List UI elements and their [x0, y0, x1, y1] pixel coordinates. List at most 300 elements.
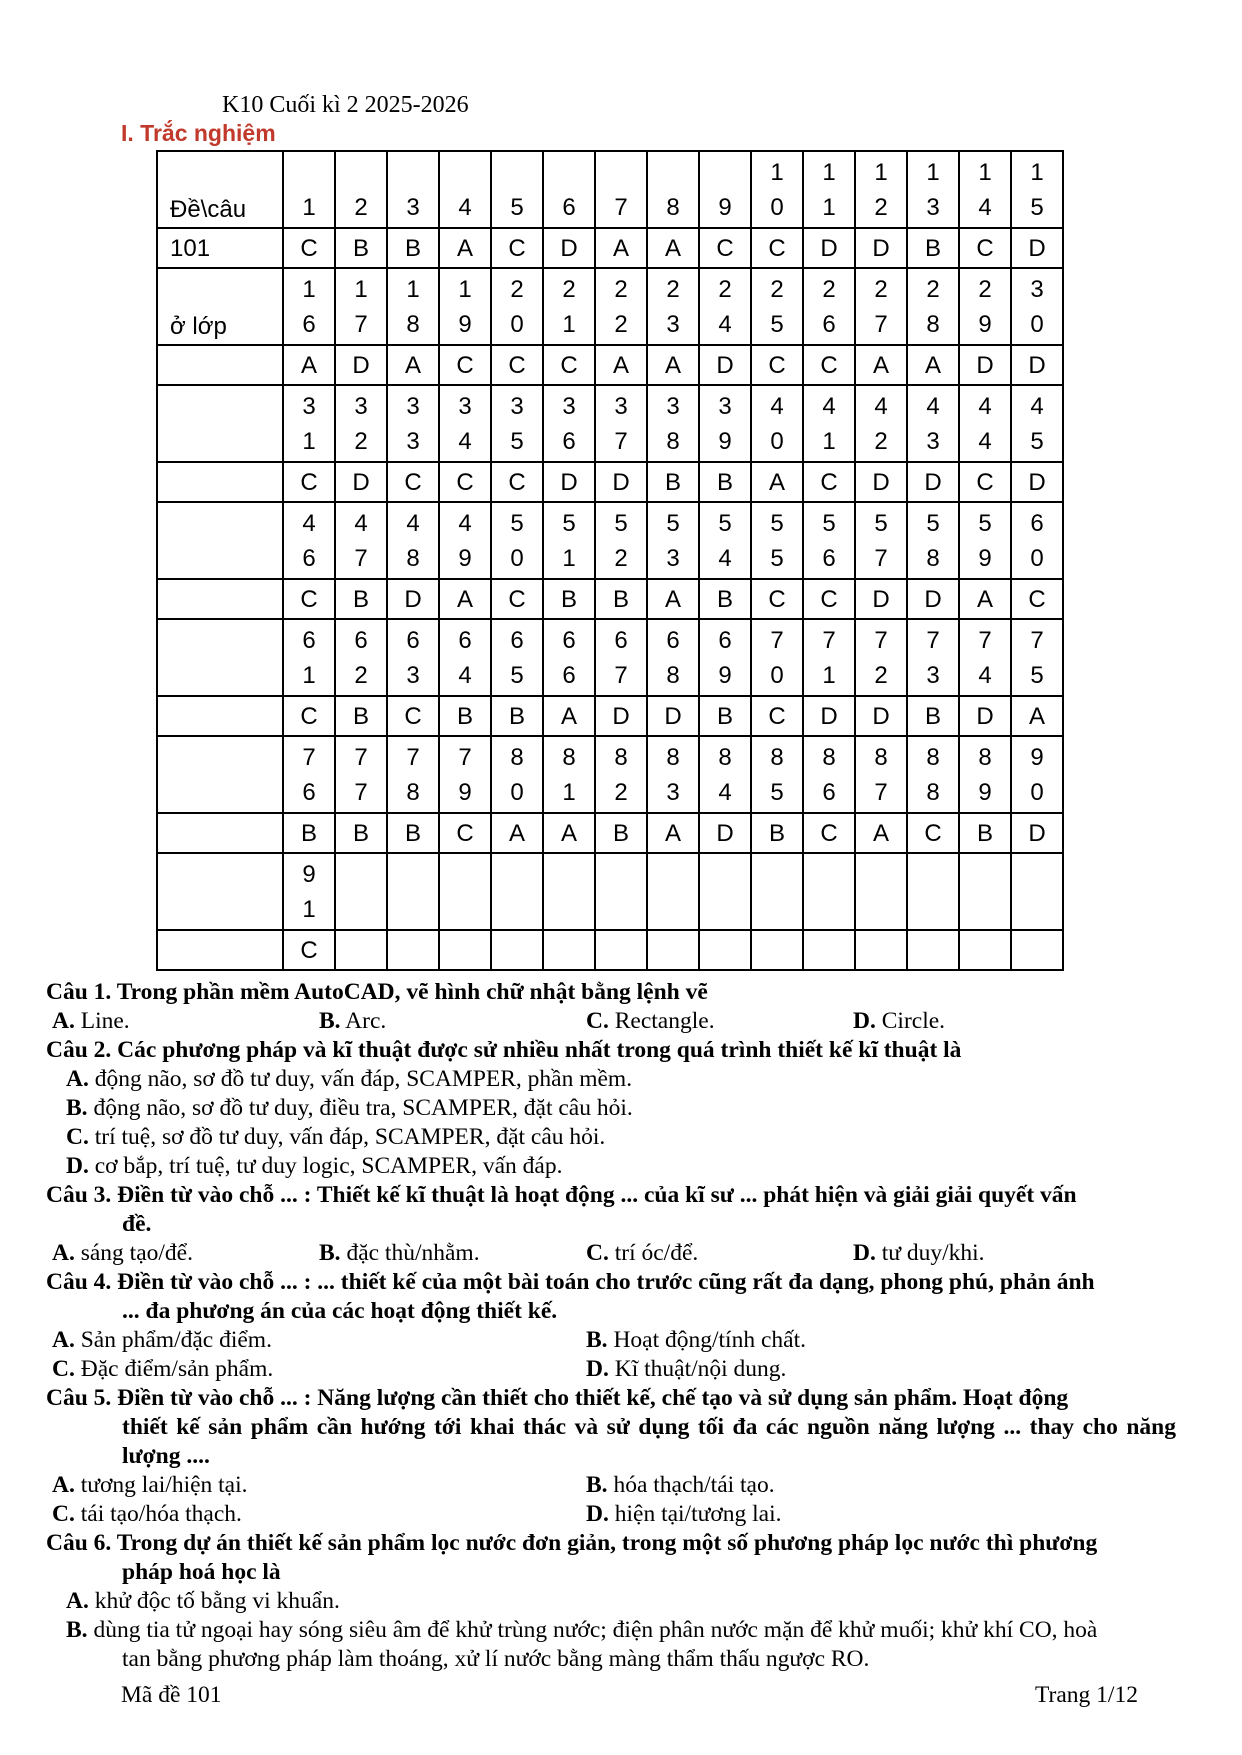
- answer-cell: A: [751, 462, 803, 502]
- digit: 5: [718, 509, 732, 537]
- digit: [752, 892, 802, 927]
- answer-cell: B: [491, 696, 543, 736]
- option-text: động não, sơ đồ tư duy, vấn đáp, SCAMPER, phần mềm.: [94, 1066, 633, 1092]
- digit: 5: [562, 509, 576, 537]
- digit: 5: [926, 509, 940, 537]
- question-number-cell: [699, 853, 751, 930]
- question-number-cell: [439, 853, 491, 930]
- digit: 2: [354, 193, 368, 221]
- answer-cell: C: [751, 345, 803, 385]
- option: [586, 1500, 1120, 1529]
- option: [52, 1500, 586, 1529]
- answer-cell: [855, 930, 907, 970]
- digit: 7: [614, 661, 628, 689]
- answer-cell: A: [647, 345, 699, 385]
- digit: 7: [874, 544, 888, 572]
- option-letter: C.: [52, 1356, 75, 1382]
- option-text: Sản phẩm/đặc điểm.: [80, 1327, 272, 1353]
- row-label: [157, 853, 283, 930]
- digit: 3: [406, 661, 420, 689]
- digit: 8: [926, 743, 940, 771]
- question-number-cell: [647, 736, 699, 813]
- answer-cell: B: [335, 696, 387, 736]
- digit: 9: [458, 778, 472, 806]
- answer-cell: A: [283, 345, 335, 385]
- digit: 1: [302, 427, 316, 455]
- option-text: Line.: [80, 1008, 130, 1034]
- question-number-cell: [959, 151, 1011, 228]
- digit: 1: [302, 661, 316, 689]
- option-letter: B.: [586, 1327, 608, 1353]
- digit: 0: [770, 427, 784, 455]
- option-list: [46, 1471, 1176, 1529]
- answer-cell: B: [335, 579, 387, 619]
- answer-cell: A: [387, 345, 439, 385]
- digit: 3: [718, 392, 732, 420]
- digit: 8: [614, 743, 628, 771]
- answer-cell: D: [803, 228, 855, 268]
- digit: 8: [978, 743, 992, 771]
- digit: 6: [718, 626, 732, 654]
- answer-cell: A: [543, 696, 595, 736]
- question-number-cell: [439, 385, 491, 462]
- question-number-cell: [543, 268, 595, 345]
- option-letter: A.: [52, 1327, 75, 1353]
- digit: 5: [770, 544, 784, 572]
- question-number-cell: [283, 619, 335, 696]
- digit: 7: [926, 626, 940, 654]
- question-number-row: [157, 151, 1063, 228]
- answer-row: [157, 696, 1063, 736]
- digit: 8: [666, 743, 680, 771]
- digit: [648, 857, 698, 892]
- answer-cell: B: [335, 813, 387, 853]
- option: [46, 1123, 1176, 1152]
- question-number-cell: [387, 502, 439, 579]
- answer-cell: C: [751, 228, 803, 268]
- question-number-cell: [803, 385, 855, 462]
- digit: [388, 857, 438, 892]
- digit: 0: [770, 193, 784, 221]
- digit: 2: [614, 310, 628, 338]
- digit: 7: [978, 626, 992, 654]
- answer-cell: A: [647, 813, 699, 853]
- question-number-cell: [907, 385, 959, 462]
- answer-cell: B: [699, 696, 751, 736]
- digit: 7: [770, 626, 784, 654]
- digit: 5: [978, 509, 992, 537]
- digit: 1: [822, 193, 836, 221]
- answer-cell: C: [803, 813, 855, 853]
- answer-cell: A: [855, 345, 907, 385]
- option-letter: C.: [586, 1008, 609, 1034]
- question-stem: [46, 1268, 1176, 1326]
- option: [319, 1239, 586, 1268]
- question-number-cell: [543, 619, 595, 696]
- digit: 4: [354, 509, 368, 537]
- answer-cell: C: [283, 579, 335, 619]
- row-label: [157, 462, 283, 502]
- question-number-cell: [751, 853, 803, 930]
- answer-cell: C: [803, 462, 855, 502]
- question-number-cell: [595, 853, 647, 930]
- digit: 6: [1030, 509, 1044, 537]
- question-number-cell: [491, 268, 543, 345]
- option-letter: D.: [586, 1356, 609, 1382]
- option-text: cơ bắp, trí tuệ, tư duy logic, SCAMPER, vấn đáp.: [94, 1153, 563, 1179]
- digit: 2: [926, 275, 940, 303]
- question-number-cell: [699, 619, 751, 696]
- digit: 6: [666, 626, 680, 654]
- option-letter: D.: [853, 1240, 876, 1266]
- row-label: Đề\câu: [157, 151, 283, 228]
- digit: 7: [874, 626, 888, 654]
- digit: 2: [614, 275, 628, 303]
- question-number-cell: [907, 853, 959, 930]
- digit: 8: [666, 427, 680, 455]
- option-letter: D.: [66, 1153, 89, 1179]
- digit: [856, 892, 906, 927]
- answer-cell: C: [283, 930, 335, 970]
- answer-row: [157, 345, 1063, 385]
- option-letter: C.: [66, 1124, 89, 1150]
- option-text: tái tạo/hóa thạch.: [80, 1501, 242, 1527]
- answer-cell: D: [647, 696, 699, 736]
- digit: 1: [822, 427, 836, 455]
- question-number-cell: [803, 151, 855, 228]
- digit: 3: [666, 392, 680, 420]
- digit: 4: [302, 509, 316, 537]
- question-number-cell: [699, 151, 751, 228]
- answer-cell: A: [959, 579, 1011, 619]
- digit: 9: [1030, 743, 1044, 771]
- question-number: Câu 4.: [46, 1269, 112, 1295]
- question-number-cell: [387, 853, 439, 930]
- option-letter: D.: [853, 1008, 876, 1034]
- digit: [648, 155, 698, 190]
- question-number-cell: [699, 502, 751, 579]
- question-number-cell: [1011, 502, 1063, 579]
- question-number-cell: [335, 736, 387, 813]
- digit: 3: [666, 310, 680, 338]
- digit: 7: [354, 778, 368, 806]
- digit: 1: [926, 158, 940, 186]
- option-text: Hoạt động/tính chất.: [613, 1327, 806, 1353]
- question-list: [46, 978, 1176, 1674]
- digit: 6: [614, 626, 628, 654]
- digit: 1: [562, 778, 576, 806]
- digit: 5: [1030, 193, 1044, 221]
- digit: 3: [406, 193, 420, 221]
- question-number-cell: [491, 736, 543, 813]
- digit: [544, 857, 594, 892]
- option: [52, 1471, 586, 1500]
- digit: 0: [510, 310, 524, 338]
- digit: 3: [406, 392, 420, 420]
- question-number-cell: [647, 151, 699, 228]
- answer-cell: C: [491, 462, 543, 502]
- option: [46, 1587, 1176, 1616]
- digit: 2: [822, 275, 836, 303]
- option: [46, 1616, 1176, 1674]
- digit: 8: [874, 743, 888, 771]
- digit: 8: [666, 661, 680, 689]
- option-letter: B.: [319, 1008, 341, 1034]
- question-number-cell: [491, 502, 543, 579]
- answer-cell: D: [335, 345, 387, 385]
- row-label: [157, 345, 283, 385]
- digit: [1012, 892, 1062, 927]
- answer-cell: C: [491, 228, 543, 268]
- option: [52, 1007, 319, 1036]
- question-stem: [46, 1181, 1176, 1239]
- answer-cell: [439, 930, 491, 970]
- option-text: hiện tại/tương lai.: [614, 1501, 782, 1527]
- digit: 1: [354, 275, 368, 303]
- answer-cell: [699, 930, 751, 970]
- option-text: dùng tia tử ngoại hay sóng siêu âm để khử trùng nước; điện phân nước mặn để khử muối; khử khí CO, hoà: [93, 1617, 1098, 1643]
- question-number-cell: [439, 268, 491, 345]
- digit: 1: [770, 158, 784, 186]
- answer-cell: A: [907, 345, 959, 385]
- digit: 6: [354, 626, 368, 654]
- digit: 1: [822, 158, 836, 186]
- option-letter: B.: [319, 1240, 341, 1266]
- digit: [284, 155, 334, 190]
- digit: 3: [926, 661, 940, 689]
- answer-cell: D: [595, 462, 647, 502]
- question-number-cell: [959, 853, 1011, 930]
- answer-cell: C: [387, 462, 439, 502]
- option-letter: A.: [52, 1240, 75, 1266]
- digit: [388, 892, 438, 927]
- digit: 4: [1030, 392, 1044, 420]
- question-number-cell: [907, 151, 959, 228]
- answer-cell: D: [387, 579, 439, 619]
- digit: 4: [718, 778, 732, 806]
- option: [853, 1239, 1120, 1268]
- question-number-cell: [543, 385, 595, 462]
- digit: 8: [510, 743, 524, 771]
- answer-row: [157, 579, 1063, 619]
- answer-cell: D: [907, 579, 959, 619]
- question-number-row: [157, 268, 1063, 345]
- question-number-cell: [907, 268, 959, 345]
- question-number-cell: [1011, 385, 1063, 462]
- question-number-cell: [803, 619, 855, 696]
- digit: 9: [978, 310, 992, 338]
- row-label: [157, 813, 283, 853]
- digit: [544, 892, 594, 927]
- digit: [804, 892, 854, 927]
- digit: [596, 892, 646, 927]
- digit: 6: [302, 544, 316, 572]
- answer-cell: B: [283, 813, 335, 853]
- digit: 7: [354, 743, 368, 771]
- answer-cell: D: [335, 462, 387, 502]
- option: [46, 1094, 1176, 1123]
- question-number-cell: [335, 268, 387, 345]
- answer-cell: C: [491, 345, 543, 385]
- question-number-cell: [595, 151, 647, 228]
- option: [586, 1007, 853, 1036]
- digit: 1: [822, 661, 836, 689]
- question-number-cell: [335, 619, 387, 696]
- answer-cell: B: [647, 462, 699, 502]
- answer-cell: D: [1011, 462, 1063, 502]
- question-number-cell: [543, 151, 595, 228]
- question-number-cell: [439, 736, 491, 813]
- digit: 7: [874, 310, 888, 338]
- answer-cell: C: [283, 462, 335, 502]
- digit: 4: [978, 427, 992, 455]
- question-number-cell: [907, 619, 959, 696]
- digit: 8: [770, 743, 784, 771]
- question-number-row: [157, 385, 1063, 462]
- digit: 6: [458, 626, 472, 654]
- question-number-cell: [1011, 736, 1063, 813]
- answer-cell: D: [543, 228, 595, 268]
- digit: [440, 857, 490, 892]
- answer-cell: [959, 930, 1011, 970]
- digit: 9: [718, 193, 732, 221]
- digit: 5: [510, 661, 524, 689]
- question-number-cell: [595, 736, 647, 813]
- answer-cell: A: [1011, 696, 1063, 736]
- answer-cell: B: [595, 813, 647, 853]
- digit: [336, 892, 386, 927]
- digit: [804, 857, 854, 892]
- digit: 2: [978, 275, 992, 303]
- answer-cell: A: [855, 813, 907, 853]
- option-letter: A.: [52, 1472, 75, 1498]
- question-number-cell: [751, 268, 803, 345]
- digit: 4: [458, 509, 472, 537]
- option: [46, 1065, 1176, 1094]
- digit: 5: [770, 509, 784, 537]
- row-label: [157, 930, 283, 970]
- digit: 6: [822, 310, 836, 338]
- question-number-cell: [1011, 619, 1063, 696]
- digit: [648, 892, 698, 927]
- answer-cell: D: [1011, 228, 1063, 268]
- digit: 8: [926, 544, 940, 572]
- answer-cell: B: [439, 696, 491, 736]
- digit: 9: [978, 778, 992, 806]
- answer-cell: C: [751, 696, 803, 736]
- digit: 7: [354, 310, 368, 338]
- answer-cell: A: [543, 813, 595, 853]
- digit: 4: [822, 392, 836, 420]
- digit: 3: [510, 392, 524, 420]
- digit: 3: [562, 392, 576, 420]
- digit: 3: [354, 392, 368, 420]
- digit: 8: [406, 544, 420, 572]
- digit: [752, 857, 802, 892]
- question-number-cell: [491, 385, 543, 462]
- answer-cell: D: [699, 345, 751, 385]
- question-number-cell: [491, 619, 543, 696]
- question-text-continued: pháp hoá học là: [122, 1559, 281, 1585]
- digit: 1: [302, 275, 316, 303]
- answer-cell: C: [751, 579, 803, 619]
- digit: 3: [666, 778, 680, 806]
- answer-cell: B: [543, 579, 595, 619]
- digit: 9: [978, 544, 992, 572]
- question-number-cell: [647, 268, 699, 345]
- digit: 1: [458, 275, 472, 303]
- question-number-cell: [283, 151, 335, 228]
- question-number-cell: [855, 853, 907, 930]
- digit: [440, 892, 490, 927]
- answer-cell: D: [855, 228, 907, 268]
- question-text: Điền từ vào chỗ ... : Năng lượng cần thiết cho thiết kế, chế tạo và sử dụng sản phẩm. Hoạt động: [117, 1385, 1069, 1411]
- question-number-cell: [439, 502, 491, 579]
- question-number-cell: [699, 736, 751, 813]
- option: [319, 1007, 586, 1036]
- row-label: [157, 696, 283, 736]
- question-number-cell: [855, 151, 907, 228]
- digit: 2: [666, 275, 680, 303]
- digit: 8: [666, 193, 680, 221]
- digit: [700, 857, 750, 892]
- digit: 7: [354, 544, 368, 572]
- answer-cell: D: [855, 579, 907, 619]
- digit: 4: [718, 544, 732, 572]
- question-text: Trong phần mềm AutoCAD, vẽ hình chữ nhật bằng lệnh vẽ: [116, 979, 708, 1005]
- question-text-continued: đề.: [122, 1211, 152, 1237]
- answer-cell: A: [595, 345, 647, 385]
- digit: 5: [770, 310, 784, 338]
- digit: 4: [458, 661, 472, 689]
- option-text: Circle.: [881, 1008, 946, 1034]
- option-list: [46, 1065, 1176, 1181]
- option-list: [46, 1587, 1176, 1674]
- answer-cell: [335, 930, 387, 970]
- answer-cell: [907, 930, 959, 970]
- question-text: Điền từ vào chỗ ... : Thiết kế kĩ thuật là hoạt động ... của kĩ sư ... phát hiện và giải giải quyết vấn: [117, 1182, 1077, 1208]
- question-number-cell: [751, 502, 803, 579]
- answer-cell: D: [1011, 813, 1063, 853]
- answer-cell: C: [959, 228, 1011, 268]
- digit: 8: [926, 310, 940, 338]
- answer-cell: [543, 930, 595, 970]
- digit: 6: [562, 626, 576, 654]
- option-list: [46, 1007, 1176, 1036]
- digit: 8: [926, 778, 940, 806]
- option: [52, 1355, 586, 1384]
- digit: 4: [406, 509, 420, 537]
- digit: 3: [1030, 275, 1044, 303]
- question-number-cell: [751, 385, 803, 462]
- answer-cell: A: [491, 813, 543, 853]
- answer-cell: C: [1011, 579, 1063, 619]
- digit: 4: [458, 427, 472, 455]
- digit: 8: [718, 743, 732, 771]
- question-number-cell: [959, 268, 1011, 345]
- exam-code: Mã đề 101: [121, 1682, 222, 1708]
- option-text: sáng tạo/để.: [80, 1240, 193, 1266]
- answer-cell: D: [959, 345, 1011, 385]
- option-letter: B.: [66, 1095, 88, 1121]
- question-number-cell: [803, 268, 855, 345]
- question-stem: [46, 978, 1176, 1007]
- answer-row: [157, 462, 1063, 502]
- digit: [492, 857, 542, 892]
- digit: 4: [978, 661, 992, 689]
- question-number-cell: [595, 385, 647, 462]
- question-number-cell: [491, 853, 543, 930]
